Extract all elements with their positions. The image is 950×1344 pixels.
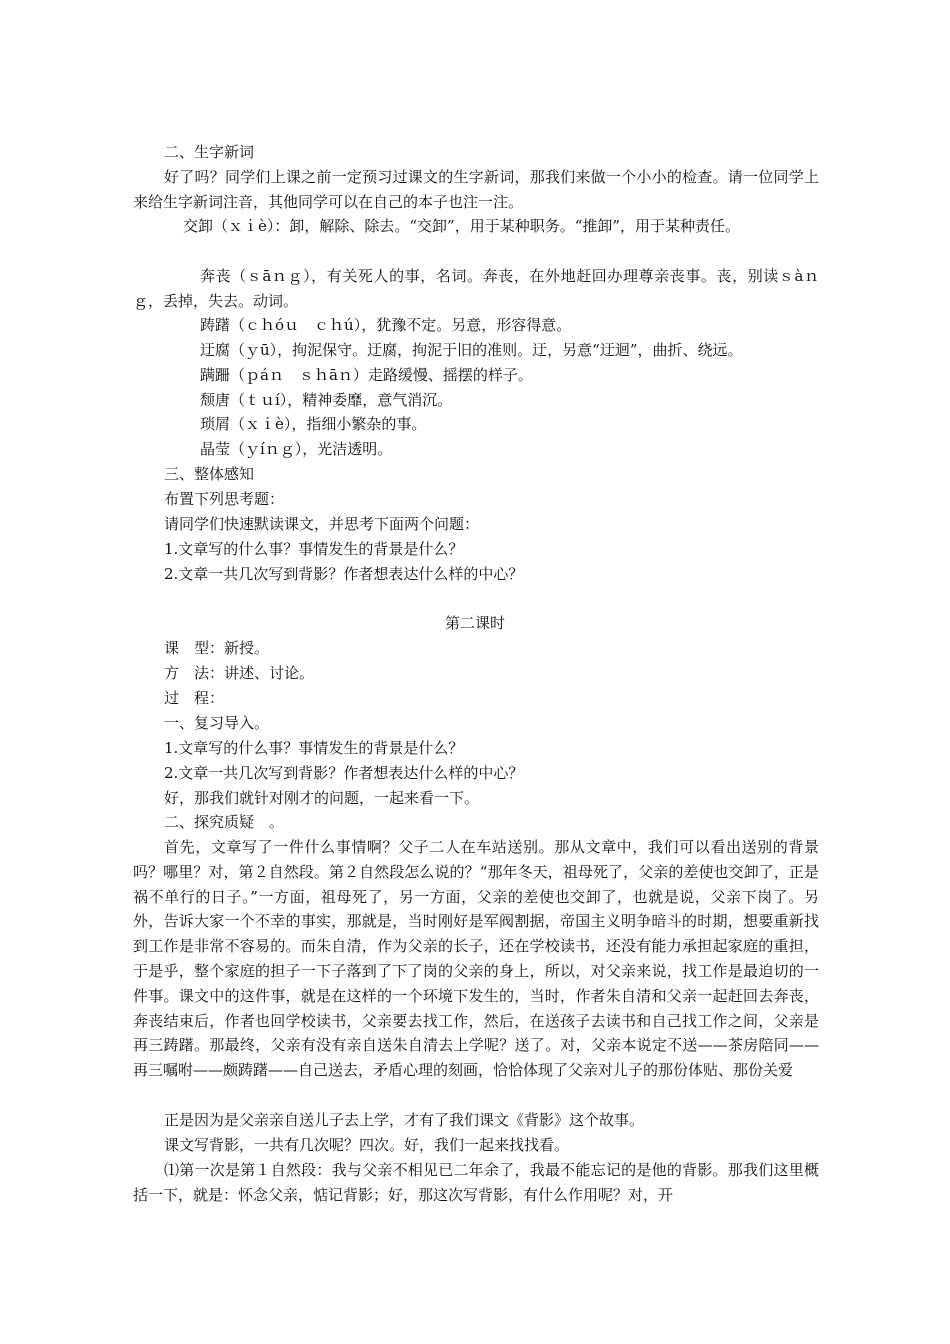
first-backview-paragraph: ⑴第一次是第１自然段：我与父亲不相见已二年余了，我最不能忘记的是他的背影。那我们这里概括一下，就是：怀念父亲，惦记背影；好，那这次写背影，有什么作用呢？对，开: [133, 1161, 819, 1204]
vocab-entry-chouchu: 踌躇（ｃｈóｕ ｃｈú），犹豫不定。另意，形容得意。: [200, 316, 572, 334]
review-question-2: 2.文章一共几次写到背影？作者想表达什么样的中心？: [164, 764, 524, 782]
vocab-entry-bensang: 奔丧（ｓāｎｇ），有关死人的事，名词。奔丧，在外地赶回办理尊亲丧事。丧，别读ｓàｎｇ，丢掉，失去。动词。: [133, 267, 819, 310]
assignment-line: 布置下列思考题：: [164, 490, 285, 508]
vocab-entry-suoxie: 琐屑（ｘｉè），指细小繁杂的事。: [200, 415, 427, 433]
vocab-entry-yufu: 迂腐（ｙū），拘泥保守。迂腐，拘泥于旧的准则。迂，另意“迂迴”，曲折、绕远。: [200, 341, 743, 359]
process-label: 过 程：: [164, 689, 225, 707]
lesson-2-title: 第二课时: [444, 614, 505, 632]
review-heading: 一、复习导入。: [164, 714, 270, 732]
section-heading-vocab: 二、生字新词: [164, 143, 255, 161]
conclusion-line: 正是因为是父亲亲自送儿子去上学，才有了我们课文《背影》这个故事。: [164, 1111, 645, 1129]
reading-instruction: 请同学们快速默读课文，并思考下面两个问题：: [164, 515, 480, 533]
section-heading-overview: 三、整体感知: [164, 465, 255, 483]
count-question-line: 课文写背影，一共有几次呢？四次。好，我们一起来找找看。: [164, 1136, 570, 1154]
explore-heading: 二、探究质疑 。: [164, 813, 285, 831]
vocab-entry-tuitang: 颓唐（ｔｕí），精神委靡，意气消沉。: [200, 391, 453, 409]
review-question-1: 1.文章写的什么事？事情发生的背景是什么？: [164, 739, 464, 757]
question-1: 1.文章写的什么事？事情发生的背景是什么？: [164, 540, 464, 558]
transition-line: 好，那我们就针对刚才的问题，一起来看一下。: [164, 789, 480, 807]
main-discussion-paragraph: 首先，文章写了一件什么事情啊？父子二人在车站送别。那从文章中，我们可以看出送别的背景吗？哪里？对，第２自然段。第２自然段怎么说的？“那年冬天，祖母死了，父亲的差使也交卸了，正是祸不单行的日子。”一方面，祖母死了，另一方面，父亲的差使也交卸了，也就是说，父亲下岗了。另外，告诉大家一个不幸的事实，那就是，当时刚好是军阀割据，帝国主义明争暗斗的时期，想要重新找到工作是非常不容易的。而朱自清，作为父亲的长子，还在学校读书，还没有能力承担起家庭的重担，于是乎，整个家庭的担子一下子落到了下了岗的父亲的身上，所以，对父亲来说，找工作是最迫切的一件事。课文中的这件事，就是在这样的一个环境下发生的，当时，作者朱自清和父亲一起赶回去奔丧，奔丧结束后，作者也回学校读书，父亲要去找工作，然后，在送孩子去读书和自己找工作之间，父亲是再三踌躇。那最终，父亲有没有亲自送朱自清去上学呢？送了。对，父亲本说定不送——茶房陪同——再三嘱咐——颇踌躇——自己送去，矛盾心理的刻画，恰恰体现了父亲对儿子的那份体贴、那份关爱: [133, 838, 819, 1080]
intro-paragraph: 好了吗？同学们上课之前一定预习过课文的生字新词，那我们来做一个小小的检查。请一位同学上来给生字新词注音，其他同学可以在自己的本子也注一注。: [133, 168, 819, 211]
vocab-entry-jingying: 晶莹（ｙíｎｇ），光洁透明。: [200, 440, 393, 458]
vocab-entry-panshan: 蹒跚（ｐáｎ ｓｈāｎ）走路缓慢、摇摆的样子。: [200, 366, 533, 384]
question-2: 2.文章一共几次写到背影？作者想表达什么样的中心？: [164, 565, 524, 583]
course-type: 课 型：新授。: [164, 639, 270, 657]
teaching-method: 方 法：讲述、讨论。: [164, 664, 315, 682]
vocab-entry-jiaoxie: 交卸（ｘｉè）：卸，解除、除去。“交卸”，用于某种职务。“推卸”，用于某种责任。: [183, 217, 741, 235]
